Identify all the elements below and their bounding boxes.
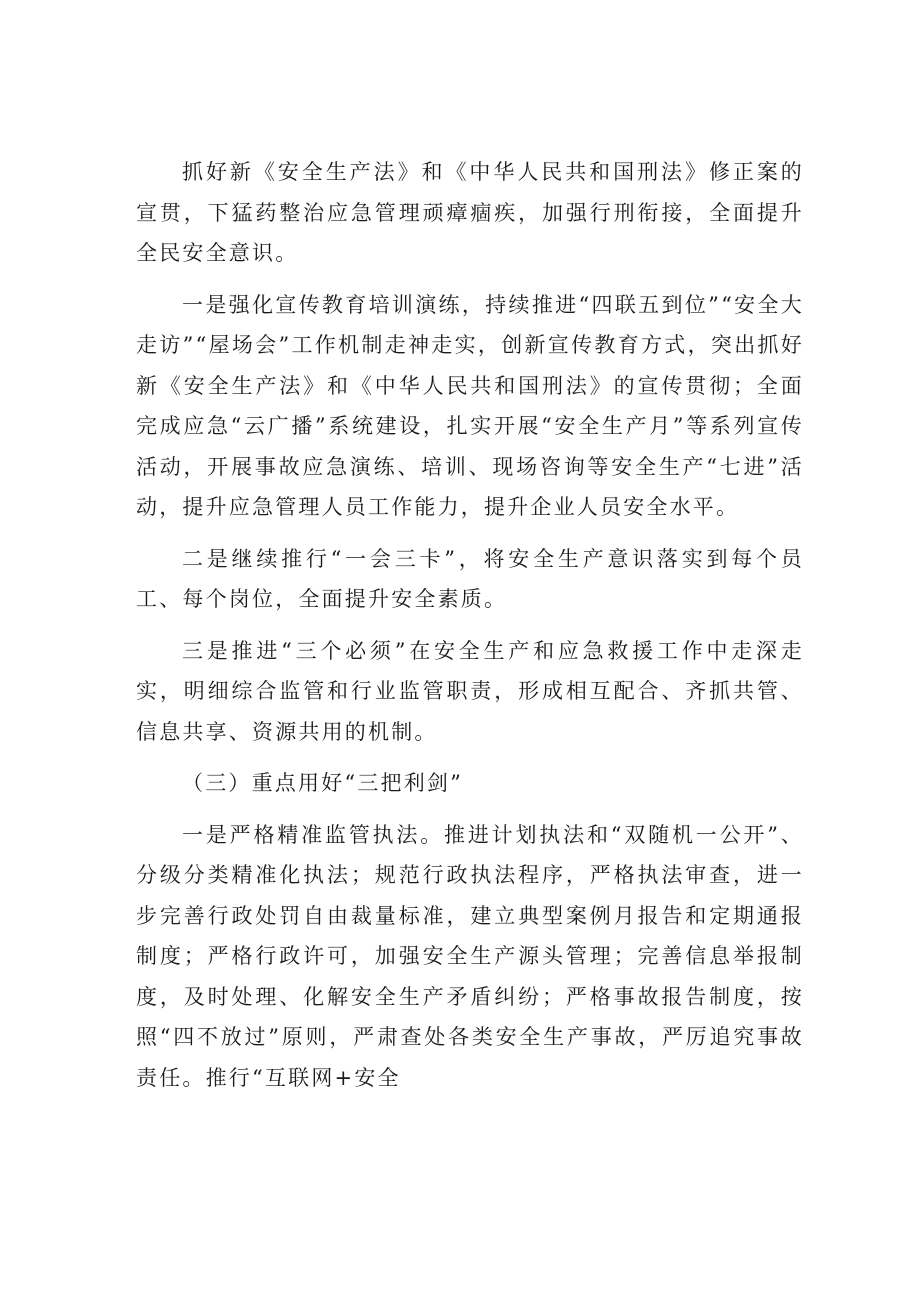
- paragraph-enforcement: 一是严格精准监管执法。推进计划执法和“双随机一公开”、分级分类精准化执法；规范行政执法程序，严格执法审查，进一步完善行政处罚自由裁量标准，建立典型案例月报告和定期通报制度；严格行政许可，加强安全生产源头管理；完善信息举报制度，及时处理、化解安全生产矛盾纠纷；严格事故报告制度，按照“四不放过”原则，严肃查处各类安全生产事故，严厉追究事故责任。推行“互联网+安全: [136, 822, 804, 1090]
- paragraph-point-two: 二是继续推行“一会三卡”，将安全生产意识落实到每个员工、每个岗位，全面提升安全素质。: [136, 546, 804, 611]
- paragraph-point-one: 一是强化宣传教育培训演练，持续推进“四联五到位”“安全大走访”“屋场会”工作机制走神走实，创新宣传教育方式，突出抓好新《安全生产法》和《中华人民共和国刑法》的宣传贯彻；全面完成应急“云广播”系统建设，扎实开展“安全生产月”等系列宣传活动，开展事故应急演练、培训、现场咨询等安全生产“七进”活动，提升应急管理人员工作能力，提升企业人员安全水平。: [136, 292, 804, 519]
- paragraph-point-three: 三是推进“三个必须”在安全生产和应急救援工作中走深走实，明细综合监管和行业监管职责，形成相互配合、齐抓共管、信息共享、资源共用的机制。: [136, 638, 804, 744]
- paragraph-intro: 抓好新《安全生产法》和《中华人民共和国刑法》修正案的宣贯，下猛药整治应急管理顽瘴痼疾，加强行刑衔接，全面提升全民安全意识。: [136, 160, 804, 265]
- document-body: [136, 152, 804, 1109]
- section-heading: （三）重点用好“三把利剑”: [182, 771, 464, 795]
